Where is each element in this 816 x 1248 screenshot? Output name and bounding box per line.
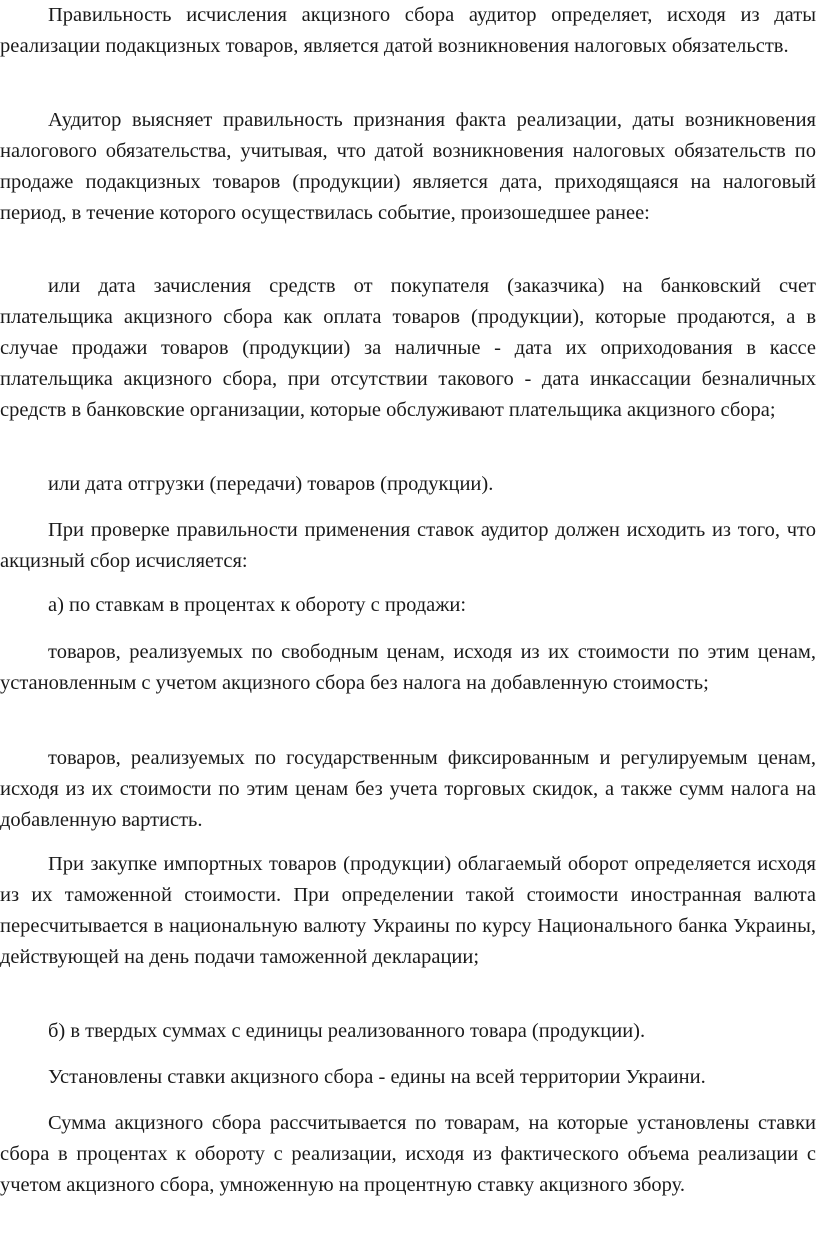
paragraph-7: товаров, реализуемых по свободным ценам, исходя из их стоимости по этим ценам, установленным с учетом акцизного сбора без налога на добавленную стоимость; [0,641,816,694]
paragraph-5: При проверке правильности применения ставок аудитор должен исходить из того, что акцизный сбор исчисляется: [0,519,816,572]
paragraph-10: б) в твердых суммах с единицы реализованного товара (продукции). [48,1020,646,1042]
paragraph-12: Сумма акцизного сбора рассчитывается по товарам, на которые установлены ставки сбора в процентах к обороту с реализации, исходя из фактического объема реализации с учетом акцизного сбора, умноженную на процентную ставку акцизного збору. [0,1112,816,1196]
paragraph-3: или дата зачисления средств от покупателя (заказчика) на банковский счет плательщика акцизного сбора как оплата товаров (продукции), которые продаются, а в случае продажи товаров (продукции) за наличные - дата их оприходования в кассе плательщика акцизного сбора, при отсутствии такового - дата инкассации безналичных средств в банковские организации, которые обслуживают плательщика акцизного сбора; [0,275,816,421]
paragraph-8: товаров, реализуемых по государственным фиксированным и регулируемым ценам, исходя из их стоимости по этим ценам без учета торговых скидок, а также сумм налога на добавленную вартисть. [0,747,816,831]
paragraph-11: Установлены ставки акцизного сбора - едины на всей территории Украини. [48,1066,706,1088]
paragraph-4: или дата отгрузки (передачи) товаров (продукции). [48,473,494,495]
paragraph-2: Аудитор выясняет правильность признания факта реализации, даты возникновения налогового обязательства, учитывая, что датой возникновения налоговых обязательств по продаже подакцизных товаров (продукции) является дата, приходящаяся на налоговый период, в течение которого осуществилась событие, произошедшее ранее: [0,109,816,224]
paragraph-9: При закупке импортных товаров (продукции) облагаемый оборот определяется исходя из их таможенной стоимости. При определении такой стоимости иностранная валюта пересчитывается в национальную валюту Украины по курсу Национального банка Украины, действующей на день подачи таможенной декларации; [0,853,816,968]
paragraph-1: Правильность исчисления акцизного сбора аудитор определяет, исходя из даты реализации подакцизных товаров, является датой возникновения налоговых обязательств. [0,4,816,57]
paragraph-6: а) по ставкам в процентах к обороту с продажи: [48,594,467,616]
